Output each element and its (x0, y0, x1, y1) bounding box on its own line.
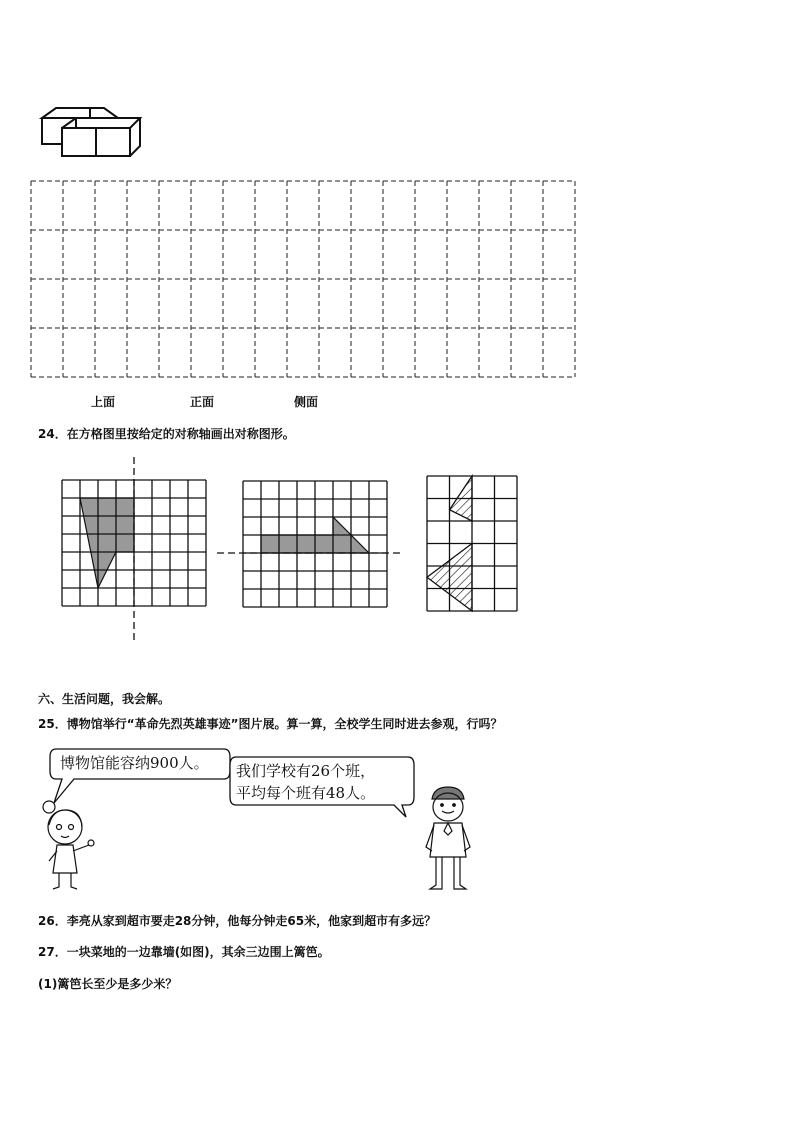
section-six-heading: 六、生活问题，我会解。 (38, 692, 171, 706)
girl-bubble-text: 博物馆能容纳900人。 (60, 754, 209, 772)
symmetry-grid-1 (60, 455, 210, 645)
symmetry-grid-2 (215, 480, 405, 620)
symmetry-grid-3 (425, 475, 525, 615)
girl-illustration (35, 795, 105, 895)
question-27-part-1: (1)篱笆长至少是多少米？ (38, 977, 178, 991)
view-label-top: 上面 (91, 395, 116, 409)
cube-figure (38, 100, 158, 160)
question-25: 25．博物馆举行“革命先烈英雄事迹”图片展。算一算，全校学生同时进去参观，行吗？ (38, 717, 503, 731)
boy-bubble-line-1: 我们学校有26个班， (236, 762, 376, 780)
view-label-front: 正面 (190, 395, 215, 409)
view-label-side: 侧面 (294, 395, 319, 409)
boy-bubble-line-2: 平均每个班有48人。 (236, 784, 376, 802)
question-27: 27．一块菜地的一边靠墙(如图)，其余三边围上篱笆。 (38, 945, 330, 959)
dashed-drawing-grid (30, 180, 575, 380)
question-26: 26．李亮从家到超市要走28分钟，他每分钟走65米，他家到超市有多远？ (38, 914, 437, 928)
boy-illustration (420, 785, 480, 895)
question-24: 24．在方格图里按给定的对称轴画出对称图形。 (38, 427, 295, 441)
